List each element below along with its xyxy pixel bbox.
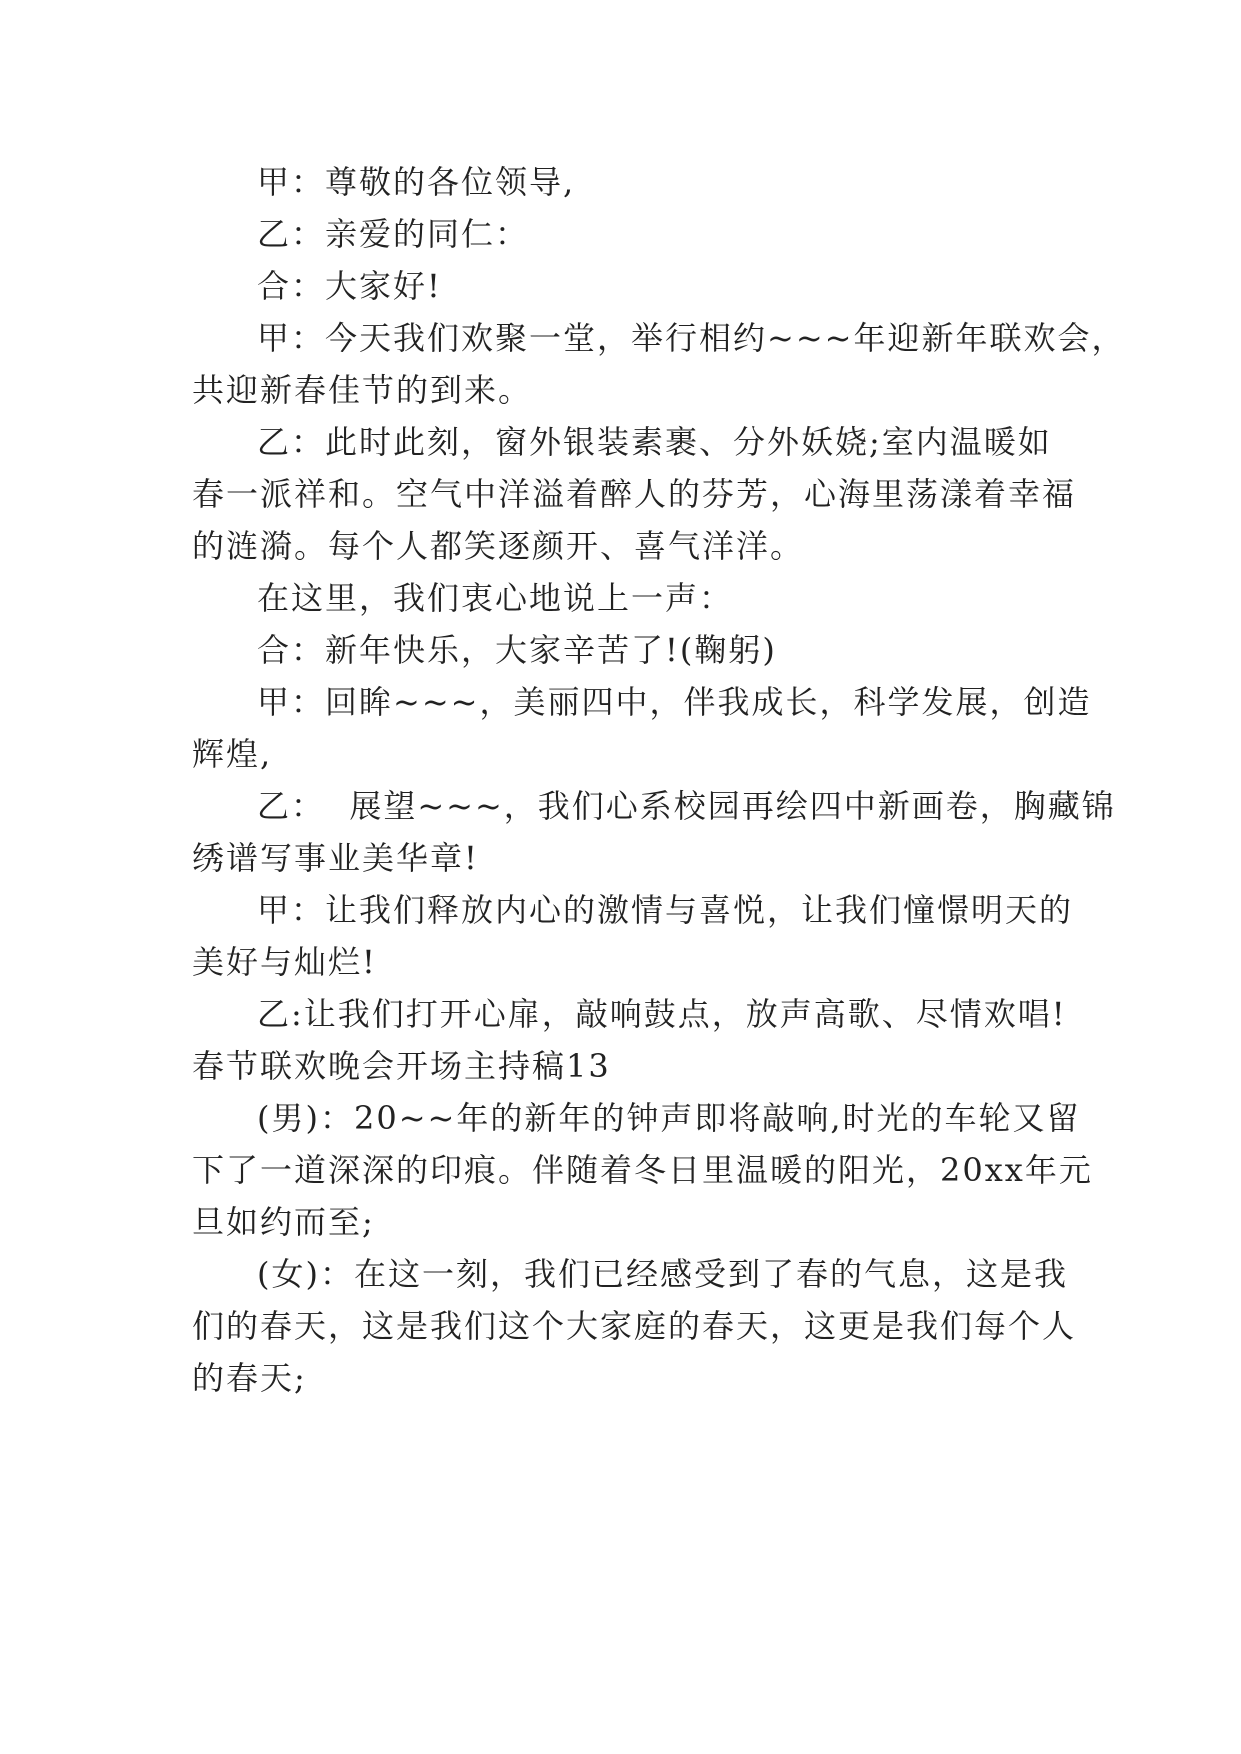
text-line: 美好与灿烂! — [192, 943, 377, 981]
para-7 — [192, 624, 1062, 676]
para-3 — [192, 260, 1062, 312]
text-line: 的春天; — [192, 1359, 307, 1397]
para-10 — [192, 884, 1074, 988]
document-body — [192, 156, 1126, 1404]
para-2 — [192, 208, 1062, 260]
text-line: 们的春天，这是我们这个大家庭的春天，这更是我们每个人 — [192, 1307, 1077, 1345]
para-11 — [192, 988, 1067, 1040]
text-line: 下了一道深深的印痕。伴随着冬日里温暖的阳光，20xx年元 — [192, 1151, 1093, 1189]
para-4 — [192, 312, 1126, 416]
text-line: 甲：回眸~~~，美丽四中，伴我成长，科学发展，创造 — [257, 683, 1092, 721]
text-line: 乙:让我们打开心扉，敲响鼓点，放声高歌、尽情欢唱! — [257, 995, 1067, 1033]
text-line: 合：新年快乐，大家辛苦了!(鞠躬) — [257, 631, 777, 669]
text-line: (男)：20~~年的新年的钟声即将敲响,时光的车轮又留 — [257, 1099, 1081, 1137]
text-line: 甲：今天我们欢聚一堂，举行相约~~~年迎新年联欢会， — [257, 319, 1126, 357]
text-line: 乙：亲爱的同仁： — [257, 215, 530, 253]
para-13 — [192, 1092, 1093, 1248]
para-9 — [192, 780, 1116, 884]
text-line: 合：大家好! — [257, 267, 442, 305]
text-line: 乙： 展望~~~，我们心系校园再绘四中新画卷，胸藏锦 — [257, 787, 1116, 825]
para-6 — [192, 572, 1062, 624]
text-line: 春节联欢晚会开场主持稿13 — [192, 1047, 611, 1085]
para-14 — [192, 1248, 1077, 1404]
text-line: 甲：让我们释放内心的激情与喜悦，让我们憧憬明天的 — [257, 891, 1074, 929]
para-1 — [192, 156, 1062, 208]
text-line: 的涟漪。每个人都笑逐颜开、喜气洋洋。 — [192, 527, 805, 565]
text-line: 共迎新春佳节的到来。 — [192, 371, 533, 409]
section-title — [192, 1040, 1062, 1092]
text-line: 甲：尊敬的各位领导, — [257, 163, 576, 201]
text-line: 绣谱写事业美华章! — [192, 839, 479, 877]
text-line: 在这里，我们衷心地说上一声： — [257, 579, 734, 617]
para-8 — [192, 676, 1092, 780]
text-line: 旦如约而至; — [192, 1203, 375, 1241]
text-line: 春一派祥和。空气中洋溢着醉人的芬芳，心海里荡漾着幸福 — [192, 475, 1077, 513]
text-line: 辉煌, — [192, 735, 273, 773]
text-line: 乙：此时此刻，窗外银装素裹、分外妖娆;室内温暖如 — [257, 423, 1052, 461]
para-5 — [192, 416, 1077, 572]
text-line: (女)：在这一刻，我们已经感受到了春的气息，这是我 — [257, 1255, 1068, 1293]
